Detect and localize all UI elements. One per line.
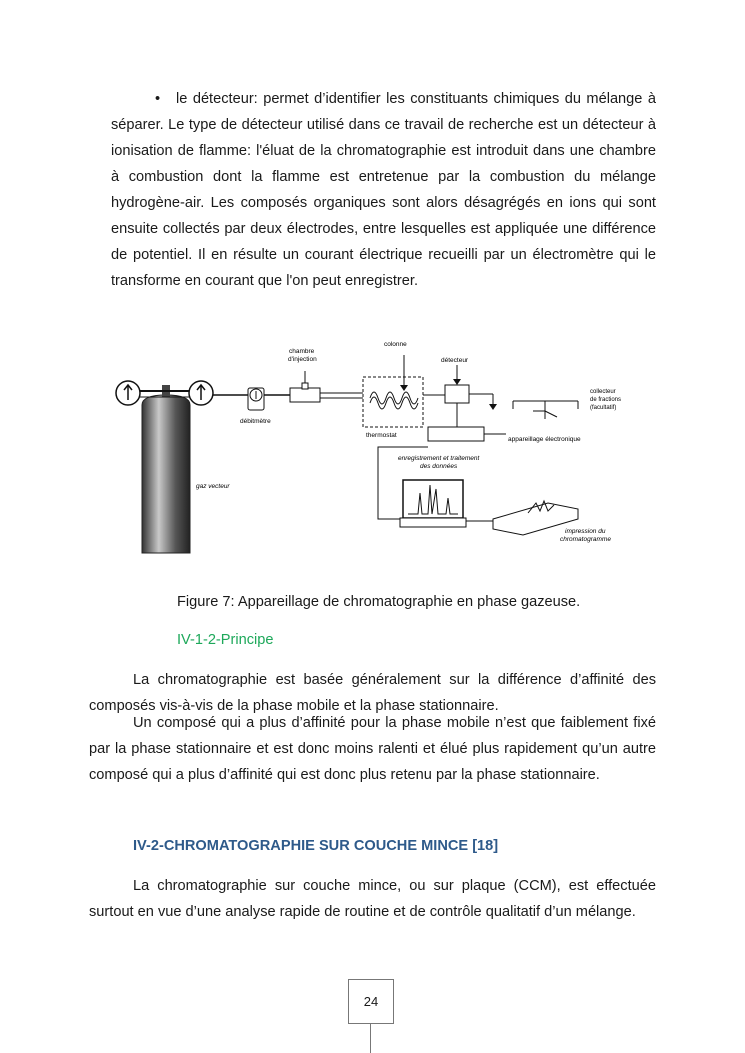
ccm-paragraph: La chromatographie sur couche mince, ou sur plaque (CCM), est effectuée surtout en vue d’une analyse rapide de routine et de contrôle qualitatif d’un mélange. [89,878,656,920]
principe-heading: IV-1-2-Principe [177,632,274,648]
printer-label-1: impression du [565,528,606,535]
principe-paragraph-1: La chromatographie est basée généralement sur la différence d’affinité des composés vis-à-vis de la phase mobile et la phase stationnaire. [89,672,656,714]
carrier-gas-label: gaz vecteur [196,483,230,490]
collector-label-1: collecteur [590,389,616,395]
pressure-gauge-left [116,381,140,405]
figure-caption: Figure 7: Appareillage de chromatographie en phase gazeuse. [177,594,581,610]
collector-label-3: (facultatif) [590,405,617,411]
collector-label-2: de fractions [590,397,622,403]
thermostat-label: thermostat [366,432,397,439]
injection-chamber-label-2: d'injection [288,356,317,363]
flowmeter-label: débitmètre [240,418,271,425]
page-number-line [370,1023,371,1053]
recording-computer [400,480,466,527]
chromatography-apparatus-figure [108,333,648,558]
principe-paragraph-2: Un composé qui a plus d’affinité pour la phase mobile n’est que faiblement fixé par la phase stationnaire et est donc moins ralenti et élué plus rapidement qu’un autre composé qui a plus d’affinité qui est donc plus retenu par la phase stationnaire. [89,715,656,783]
electronics-label: appareillage électronique [508,436,581,443]
bullet-symbol: • [155,91,161,107]
recording-label-1: enregistrement et traitement [398,455,480,462]
detector-label: détecteur [441,357,469,364]
column-label: colonne [384,341,407,348]
electronics-unit [428,427,506,441]
flowmeter [248,388,264,410]
fraction-collector [489,394,578,419]
page-number: 24 [348,979,394,1024]
pressure-gauge-right [189,381,213,405]
ccm-heading: IV-2-CHROMATOGRAPHIE SUR COUCHE MINCE [18] [133,838,499,854]
injection-chamber-label-1: chambre [289,348,315,355]
injection-chamber [290,371,320,402]
thermostat-oven [363,355,423,427]
bullet-paragraph [111,86,656,294]
gas-cylinder [142,385,190,553]
bullet-text: le détecteur: permet d’identifier les constituants chimiques du mélange à séparer. Le type de détecteur utilisé dans ce travail de recherche est un détecteur à ionisation de flamme: l'éluat de la chromatographie est introduit dans une chambre à combustion dont la flamme est entretenue par la combustion du mélange hydrogène-air. Les composés organiques sont alors désagrégés en ions qui sont ensuite collectés par deux électrodes, entre lesquelles est appliquée une différence de potentiel. Il en résulte un courant électrique recueilli par un électromètre qui le transforme en courant que l'on peut enregistrer. [111,91,656,289]
printer-label-2: chromatogramme [560,536,611,543]
detector [445,365,469,403]
recording-label-2: des données [420,463,458,470]
